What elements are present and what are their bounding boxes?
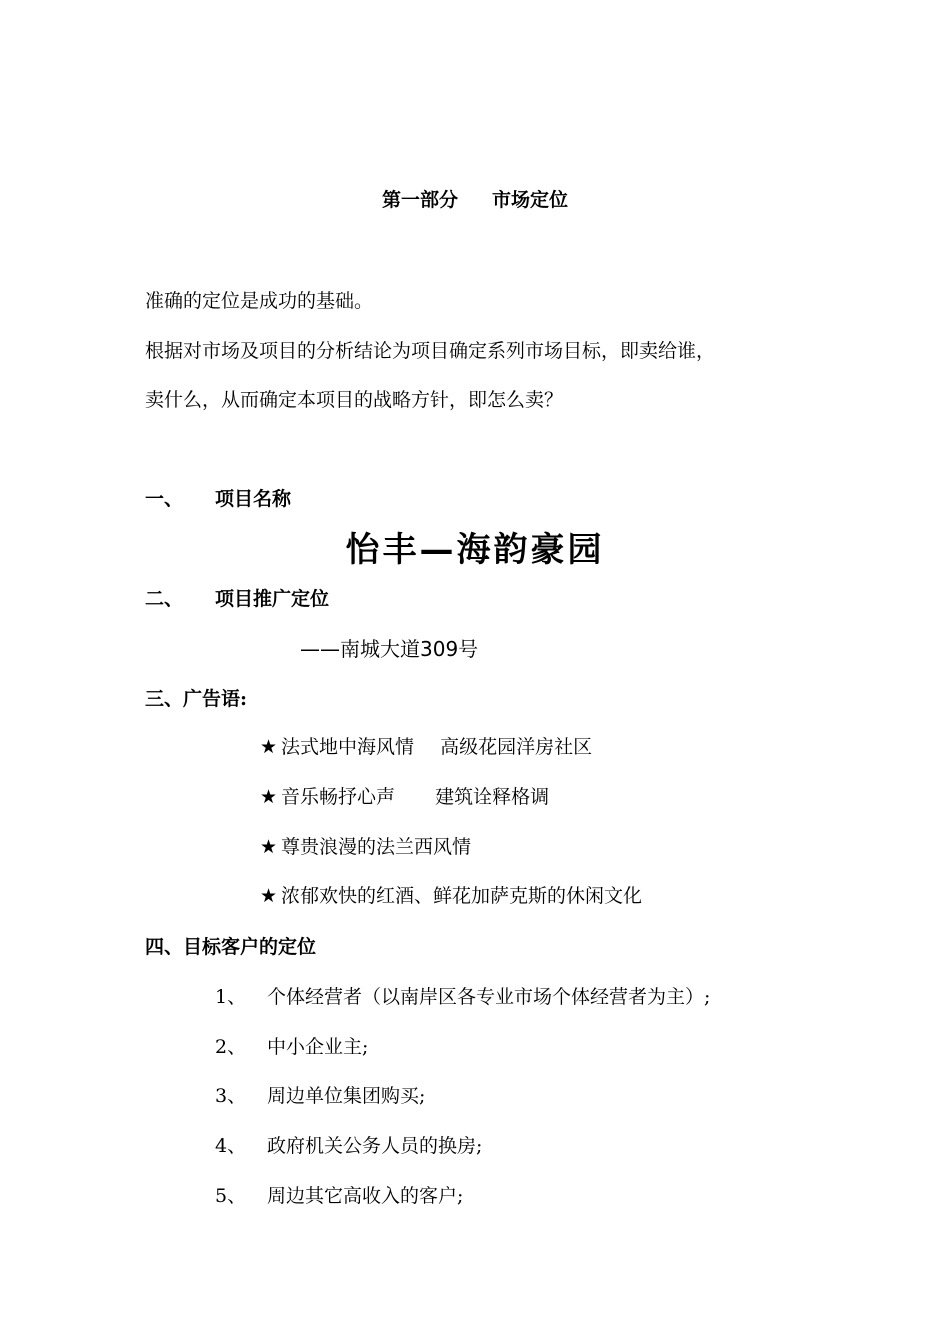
list-item-text: 周边单位集团购买; bbox=[267, 1085, 426, 1107]
list-item bbox=[215, 1134, 482, 1158]
list-item-num: 4、 bbox=[215, 1135, 247, 1157]
slogan-2-b: 建筑诠释格调 bbox=[435, 786, 550, 808]
slogan-4-a: 浓郁欢快的红酒、鲜花加萨克斯的休闲文化 bbox=[281, 885, 643, 907]
list-item bbox=[215, 985, 710, 1009]
intro-line-2: 根据对市场及项目的分析结论为项目确定系列市场目标，即卖给谁， bbox=[145, 340, 716, 362]
slogan-3-a: 尊贵浪漫的法兰西风情 bbox=[281, 836, 472, 858]
slogan-2-a: 音乐畅抒心声 bbox=[281, 786, 396, 808]
star-icon: ★ bbox=[260, 885, 278, 907]
section-1-heading bbox=[145, 487, 291, 511]
list-item-text: 个体经营者（以南岸区各专业市场个体经营者为主）; bbox=[267, 986, 711, 1008]
intro-line-1: 准确的定位是成功的基础。 bbox=[145, 290, 374, 312]
project-name: 怡丰—海韵豪园 bbox=[345, 530, 605, 570]
section-4-heading: 四、目标客户的定位 bbox=[145, 936, 317, 958]
list-item bbox=[215, 1035, 368, 1059]
slogan-4 bbox=[260, 884, 642, 908]
section-2-title: 项目推广定位 bbox=[215, 588, 330, 610]
title-part: 第一部分 bbox=[381, 189, 458, 211]
section-3-heading: 三、广告语: bbox=[145, 688, 248, 710]
slogan-1 bbox=[260, 735, 592, 759]
title-topic: 市场定位 bbox=[492, 189, 569, 211]
slogan-1-b: 高级花园洋房社区 bbox=[440, 736, 593, 758]
section-1-title: 项目名称 bbox=[215, 488, 292, 510]
project-address: ——南城大道309号 bbox=[300, 637, 479, 661]
list-item-text: 中小企业主; bbox=[267, 1036, 369, 1058]
slogan-2 bbox=[260, 785, 549, 809]
list-item-num: 3、 bbox=[215, 1085, 247, 1107]
intro-line-3: 卖什么，从而确定本项目的战略方针，即怎么卖？ bbox=[145, 389, 564, 411]
slogan-1-a: 法式地中海风情 bbox=[281, 736, 415, 758]
list-item-num: 5、 bbox=[215, 1185, 247, 1207]
list-item-num: 2、 bbox=[215, 1036, 247, 1058]
star-icon: ★ bbox=[260, 736, 278, 758]
star-icon: ★ bbox=[260, 786, 278, 808]
page-title bbox=[0, 188, 950, 212]
list-item-text: 政府机关公务人员的换房; bbox=[267, 1135, 483, 1157]
list-item bbox=[215, 1084, 425, 1108]
list-item bbox=[215, 1184, 463, 1208]
section-1-num: 一、 bbox=[145, 488, 184, 510]
section-2-heading bbox=[145, 587, 329, 611]
star-icon: ★ bbox=[260, 836, 278, 858]
slogan-3 bbox=[260, 835, 471, 859]
section-2-num: 二、 bbox=[145, 588, 184, 610]
list-item-text: 周边其它高收入的客户; bbox=[267, 1185, 464, 1207]
list-item-num: 1、 bbox=[215, 986, 247, 1008]
